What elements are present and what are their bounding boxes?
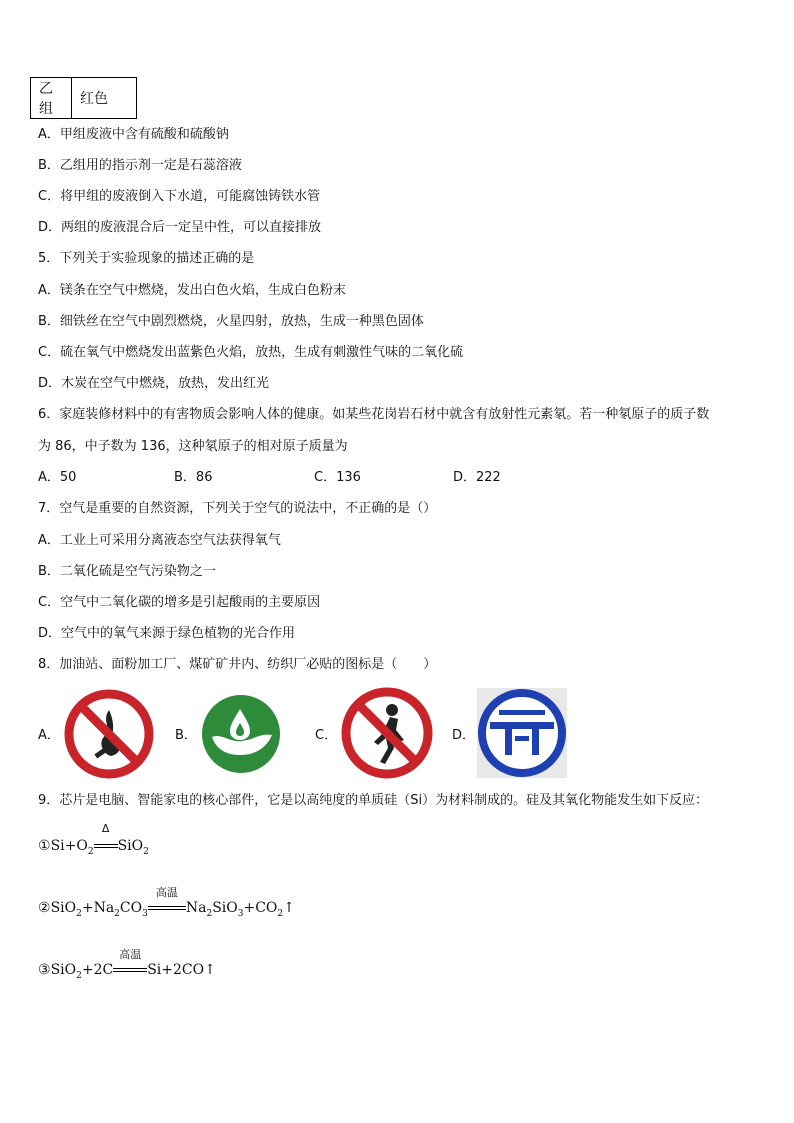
traffic-sign-icon	[477, 688, 567, 778]
heat-symbol: Δ	[101, 822, 110, 835]
subscript: 2	[143, 846, 149, 857]
subscript: 2	[206, 908, 213, 919]
result-table	[30, 77, 137, 119]
q5-option-d: D．木炭在空气中燃烧，放热，发出红光	[38, 376, 270, 391]
subscript: 3	[237, 908, 244, 919]
reaction-1-number: ①	[38, 838, 51, 854]
subscript: 3	[142, 908, 148, 919]
water-saving-sign-icon	[200, 693, 282, 775]
q6-stem-line1: 6．家庭装修材料中的有害物质会影响人体的健康。如某些花岗岩石材中就含有放射性元素氡。若一种氡原子的质子数	[38, 407, 710, 422]
q8-option-c-label: C．	[315, 728, 338, 743]
q6-option-b: B．86	[174, 470, 213, 485]
equals-bar	[113, 968, 147, 972]
reaction-2-condition	[148, 886, 186, 916]
equals-bar	[148, 906, 186, 910]
q8-option-a-label: A．	[38, 728, 60, 743]
equals-bar	[94, 844, 118, 848]
condition-label: 高温	[119, 948, 142, 961]
table-row	[31, 78, 137, 119]
q5-option-c: C．硫在氧气中燃烧发出蓝紫色火焰，放热，生成有刺激性气味的二氧化硫	[38, 345, 464, 360]
subscript: 2	[76, 970, 82, 981]
formula-part: Na	[185, 900, 207, 916]
q7-option-b: B．二氧化硫是空气污染物之一	[38, 564, 216, 579]
q8-option-b-label: B．	[175, 728, 197, 743]
formula-part: +2C	[81, 962, 114, 978]
q6-option-d: D．222	[453, 470, 501, 485]
reaction-1-reactants: Si+O	[50, 838, 88, 854]
q5-option-a: A．镁条在空气中燃烧，发出白色火焰，生成白色粉末	[38, 283, 346, 298]
q6-option-a: A．50	[38, 470, 77, 485]
gas-arrow-icon: ↑	[283, 900, 295, 916]
reaction-2	[38, 886, 295, 919]
formula-part: Si+2CO	[147, 962, 205, 978]
q6-option-c: C．136	[314, 470, 361, 485]
formula-part: SiO	[50, 900, 77, 916]
no-pedestrian-sign-icon	[340, 686, 434, 780]
q7-option-a: A．工业上可采用分离液态空气法获得氧气	[38, 533, 281, 548]
q7-option-c: C．空气中二氧化碳的增多是引起酸雨的主要原因	[38, 595, 321, 610]
q9-stem: 9．芯片是电脑、智能家电的核心部件，它是以高纯度的单质硅（Si）为材料制成的。硅及其氧化物能发生如下反应：	[38, 793, 709, 808]
reaction-1	[38, 822, 149, 857]
q8-option-d-label: D．	[452, 728, 476, 743]
q4-option-c: C．将甲组的废液倒入下水道，可能腐蚀铸铁水管	[38, 189, 321, 204]
q6-stem-line2: 为 86，中子数为 136，这种氡原子的相对原子质量为	[38, 439, 348, 454]
subscript: 2	[76, 908, 82, 919]
q4-option-d: D．两组的废液混合后一定呈中性，可以直接排放	[38, 220, 322, 235]
formula-part: +CO	[243, 900, 278, 916]
subscript: 2	[277, 908, 284, 919]
formula-part: +Na	[81, 900, 115, 916]
reaction-1-condition	[94, 822, 118, 854]
subscript: 2	[114, 908, 120, 919]
formula-part: SiO	[212, 900, 238, 916]
q4-option-b: B．乙组用的指示剂一定是石蕊溶液	[38, 158, 242, 173]
reaction-2-number: ②	[38, 900, 51, 916]
q5-option-b: B．细铁丝在空气中剧烈燃烧，火星四射，放热，生成一种黑色固体	[38, 314, 424, 329]
reaction-3-number: ③	[38, 962, 51, 978]
subscript: 2	[87, 846, 94, 857]
q7-stem: 7．空气是重要的自然资源，下列关于空气的说法中，不正确的是（）	[38, 501, 437, 516]
q5-stem: 5．下列关于实验现象的描述正确的是	[38, 251, 255, 266]
no-fire-sign-icon	[63, 688, 155, 780]
gas-arrow-icon: ↑	[204, 962, 216, 978]
formula-part: CO	[119, 900, 143, 916]
condition-label: 高温	[155, 886, 178, 899]
q7-option-d: D．空气中的氧气来源于绿色植物的光合作用	[38, 626, 296, 641]
table-cell-group: 乙组	[31, 78, 72, 119]
reaction-3	[38, 948, 216, 981]
table-cell-color: 红色	[72, 78, 137, 119]
reaction-3-condition	[113, 948, 147, 978]
formula-part: SiO	[50, 962, 77, 978]
q8-stem: 8．加油站、面粉加工厂、煤矿矿井内、纺织厂必贴的图标是（ ）	[38, 657, 437, 672]
reaction-1-product: SiO	[117, 838, 144, 854]
q4-option-a: A．甲组废液中含有硫酸和硫酸钠	[38, 127, 229, 142]
